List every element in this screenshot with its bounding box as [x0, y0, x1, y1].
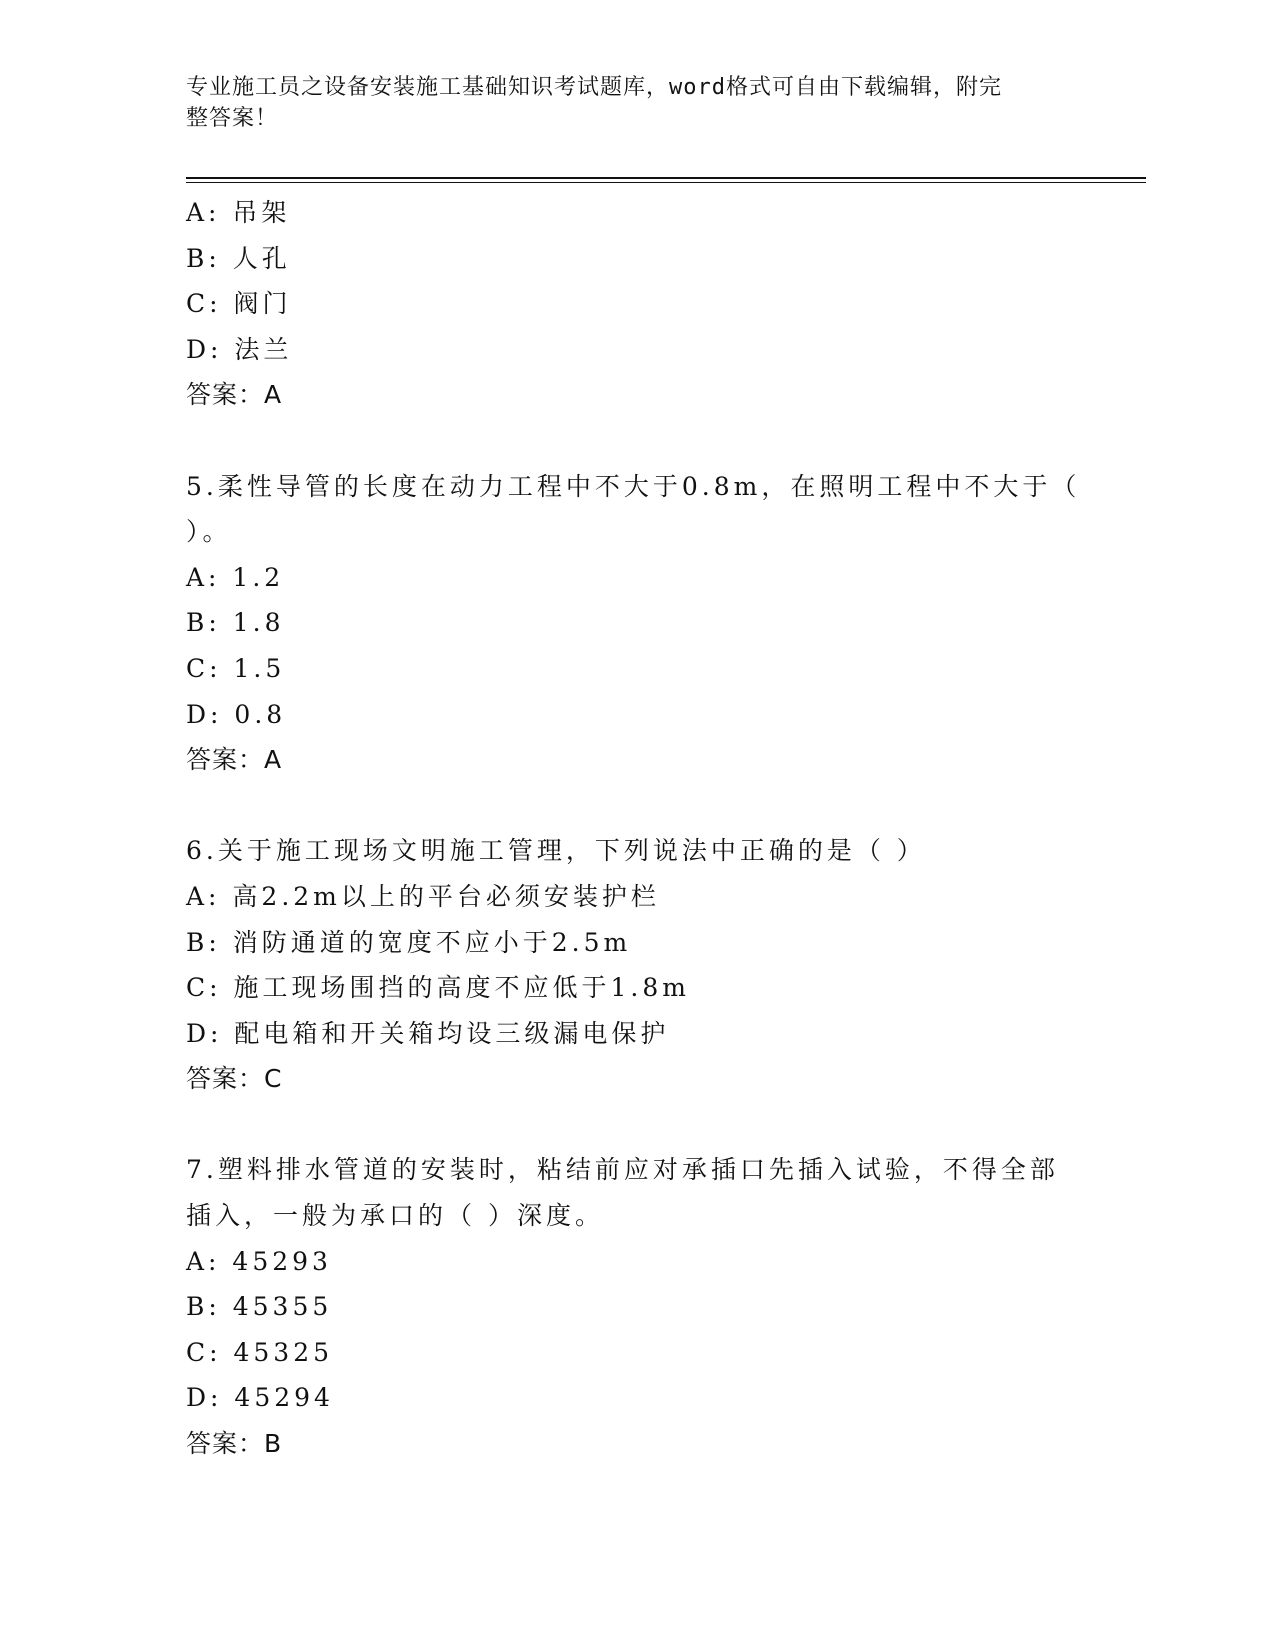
q5-option-b: B: 1.8 [186, 608, 285, 638]
q4-answer: 答案：A [186, 380, 283, 410]
question-5-block [186, 464, 1081, 783]
q7-stem-line-2: 插入，一般为承口的（ ）深度。 [186, 1201, 604, 1231]
q6-option-d: D: 配电箱和开关箱均设三级漏电保护 [186, 1018, 670, 1048]
question-spacer [186, 1102, 1066, 1148]
q5-option-d: D: 0.8 [186, 699, 287, 729]
q7-answer: 答案：B [186, 1429, 283, 1459]
q5-option-c: C: 1.5 [186, 653, 286, 683]
question-7-block [186, 1147, 1066, 1466]
header-divider-thin [186, 182, 1146, 183]
q7-option-d: D: 45294 [186, 1383, 334, 1413]
header-divider-thick [186, 177, 1146, 179]
q6-option-a: A: 高2.2m以上的平台必须安装护栏 [186, 881, 660, 911]
q6-answer: 答案：C [186, 1064, 283, 1094]
q4-option-d: D: 法兰 [186, 334, 293, 364]
question-4-block [186, 190, 1066, 418]
header-line-1: 专业施工员之设备安装施工基础知识考试题库，word格式可自由下载编辑，附完 [186, 75, 1002, 100]
q4-option-c: C: 阀门 [186, 289, 292, 319]
question-6-block [186, 828, 1066, 1102]
q7-stem-line-1: 7.塑料排水管道的安装时，粘结前应对承插口先插入试验，不得全部 [186, 1155, 1059, 1185]
document-header [186, 72, 1066, 134]
q4-option-b: B: 人孔 [186, 243, 291, 273]
q4-option-a: A: 吊架 [186, 198, 291, 227]
question-list [186, 190, 1081, 1467]
q5-answer: 答案：A [186, 745, 283, 775]
q7-option-a: A: 45293 [186, 1246, 332, 1276]
q6-stem-line-1: 6.关于施工现场文明施工管理，下列说法中正确的是（ ） [186, 836, 926, 866]
q6-option-b: B: 消防通道的宽度不应小于2.5m [186, 927, 632, 957]
q6-option-c: C: 施工现场围挡的高度不应低于1.8m [186, 973, 690, 1003]
q5-stem-line-2: ）。 [186, 517, 232, 547]
q5-stem-line-1: 5.柔性导管的长度在动力工程中不大于0.8m，在照明工程中不大于（ [186, 471, 1081, 501]
question-spacer [186, 418, 1066, 464]
q7-option-b: B: 45355 [186, 1292, 333, 1322]
question-spacer [186, 783, 1066, 829]
header-line-2: 整答案！ [186, 106, 279, 131]
q7-option-c: C: 45325 [186, 1337, 334, 1367]
q5-option-a: A: 1.2 [186, 562, 285, 592]
